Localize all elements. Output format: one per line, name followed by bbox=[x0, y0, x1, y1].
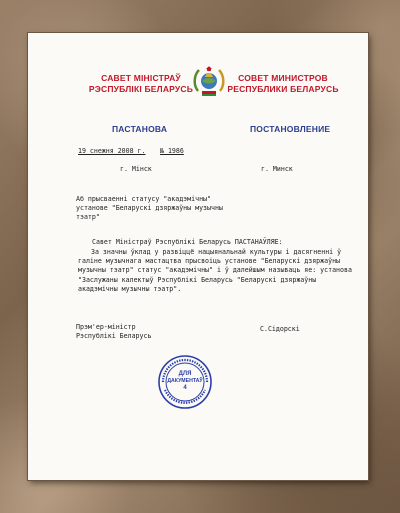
header-left-line2: РЭСПУБЛІКІ БЕЛАРУСЬ bbox=[88, 84, 194, 94]
body-line-2: За значны ўклад у развіццё нацыянальнай культуры і дасягненні ў bbox=[91, 248, 342, 256]
stamp-line-2: ДАКУМЕНТАЎ bbox=[167, 378, 203, 384]
document-paper bbox=[28, 33, 368, 480]
header-right-line1: СОВЕТ МИНИСТРОВ bbox=[238, 73, 328, 83]
body-line-4: музычны тэатр" статус "акадэмічны" і ў далейшым называць яе: установа bbox=[78, 266, 352, 274]
document-date: 19 снежня 2008 г. bbox=[78, 147, 146, 155]
header-left bbox=[88, 73, 194, 95]
document-number: № 1986 bbox=[160, 147, 184, 155]
stamp-line-1: ДЛЯ bbox=[178, 371, 192, 377]
official-stamp bbox=[157, 354, 213, 410]
subject-line-1: Аб прысваенні статусу "акадэмічны" bbox=[76, 195, 211, 203]
signatory-name: С.Сідорскі bbox=[260, 325, 300, 333]
signatory-title-line-1: Прэм'ер-міністр bbox=[76, 323, 136, 331]
subject-line-3: тэатр" bbox=[76, 213, 100, 221]
state-emblem-icon bbox=[191, 61, 227, 99]
doc-type-left: ПАСТАНОВА bbox=[112, 124, 168, 134]
body-line-1: Савет Міністраў Рэспублікі Беларусь ПАСТАНАЎЛЯЕ: bbox=[92, 238, 283, 246]
signatory-title-line-2: Рэспублікі Беларусь bbox=[76, 332, 152, 340]
city-left: г. Мінск bbox=[120, 165, 152, 173]
stamp-number: 4 bbox=[183, 385, 187, 391]
body-line-3: галіне музычнага мастацтва прысвоіць установе "Беларускі дзяржаўны bbox=[78, 257, 341, 265]
city-right: г. Минск bbox=[261, 165, 293, 173]
header-left-line1: САВЕТ МІНІСТРАЎ bbox=[101, 73, 181, 83]
body-line-6: акадэмічны музычны тэатр". bbox=[78, 285, 182, 293]
subject-line-2: установе "Беларускі дзяржаўны музычны bbox=[76, 204, 223, 212]
doc-type-right: ПОСТАНОВЛЕНИЕ bbox=[250, 124, 331, 134]
header-right-line2: РЕСПУБЛИКИ БЕЛАРУСЬ bbox=[227, 84, 339, 94]
header-right bbox=[226, 73, 340, 95]
body-line-5: "Заслужаны калектыў Рэспублікі Беларусь "Беларускі дзяржаўны bbox=[78, 276, 317, 284]
